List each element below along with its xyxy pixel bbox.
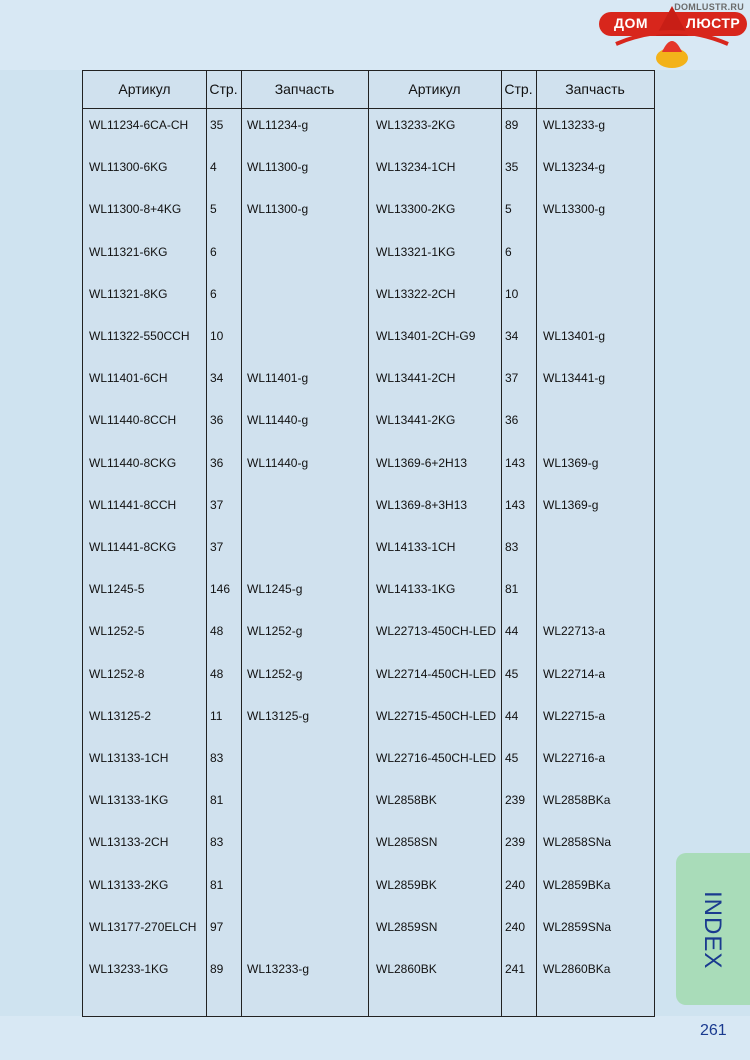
page-cell: 143 — [505, 497, 526, 512]
article-cell: WL1369-8+3H13 — [376, 497, 468, 512]
header-divider — [83, 108, 654, 109]
article-cell: WL11440-8CCH — [89, 413, 177, 428]
page-cell: 35 — [505, 160, 519, 175]
page-cell: 89 — [210, 962, 224, 976]
page-cell: 239 — [505, 835, 526, 850]
spare-part-cell: WL11401-g — [247, 371, 309, 386]
page-cell: 241 — [505, 962, 526, 976]
article-cell: WL13177-270ELCH — [89, 919, 197, 934]
page-cell: 4 — [210, 160, 217, 175]
spare-part-cell: WL11234-g — [247, 118, 309, 132]
spare-part-cell: WL22715-a — [543, 708, 606, 723]
spare-part-cell: WL11440-g — [247, 455, 309, 470]
column-divider — [368, 71, 369, 1016]
page-cell: 10 — [505, 286, 519, 301]
page-cell: 5 — [505, 202, 512, 217]
page-cell: 34 — [210, 371, 224, 386]
spare-part-cell: WL2858BKa — [543, 793, 611, 808]
spare-part-cell: WL13300-g — [543, 202, 606, 217]
article-cell: WL11321-6KG — [89, 244, 168, 259]
page-cell: 34 — [505, 329, 519, 343]
spare-part-cell: WL13125-g — [247, 708, 310, 723]
article-cell: WL13133-1KG — [89, 793, 169, 808]
logo-word-left: ДОМ — [614, 15, 649, 31]
logo-url: DOMLUSTR.RU — [674, 2, 744, 12]
page-cell: 5 — [210, 202, 217, 217]
article-cell: WL22715-450CH-LED — [376, 708, 497, 723]
page-cell: 83 — [210, 835, 224, 850]
page-cell: 81 — [505, 582, 519, 597]
index-table — [82, 70, 655, 1017]
article-cell: WL13133-2KG — [89, 877, 169, 892]
spare-part-cell: WL1252-g — [247, 666, 303, 681]
article-cell: WL22716-450CH-LED — [376, 751, 497, 765]
article-cell: WL13300-2KG — [376, 202, 456, 217]
spare-part-cell: WL13441-g — [543, 371, 606, 386]
spare-part-cell: WL2859SNa — [543, 919, 612, 934]
article-cell: WL13441-2KG — [376, 413, 456, 428]
article-cell: WL1245-5 — [89, 582, 145, 597]
spare-part-cell: WL2858SNa — [543, 835, 612, 850]
page-cell: 81 — [210, 877, 224, 892]
article-cell: WL13233-2KG — [376, 118, 456, 132]
spare-part-cell: WL2859BKa — [543, 877, 611, 892]
index-tab-label: INDEX — [699, 890, 726, 970]
article-cell: WL1369-6+2H13 — [376, 455, 468, 470]
spare-part-cell: WL11440-g — [247, 413, 309, 428]
spare-part-cell: WL13234-g — [543, 160, 606, 175]
page-cell: 143 — [505, 455, 526, 470]
article-cell: WL13322-2CH — [376, 286, 456, 301]
header-part-2: Запчасть — [565, 81, 625, 97]
article-cell: WL13125-2 — [89, 708, 152, 723]
page-cell: 37 — [210, 497, 224, 512]
page-number: 261 — [700, 1022, 727, 1039]
header-page-1: Стр. — [209, 81, 238, 97]
page-cell: 36 — [210, 413, 224, 428]
column-divider — [501, 71, 502, 1016]
column-divider — [241, 71, 242, 1016]
article-cell: WL2860BK — [376, 962, 437, 976]
page-cell: 44 — [505, 708, 519, 723]
page-cell: 89 — [505, 118, 519, 132]
article-cell: WL13441-2CH — [376, 371, 456, 386]
article-cell: WL2859SN — [376, 919, 438, 934]
page-cell: 83 — [505, 540, 519, 554]
header-page-2: Стр. — [504, 81, 533, 97]
page-cell: 37 — [210, 540, 224, 554]
page-cell: 6 — [210, 286, 217, 301]
article-cell: WL13133-2CH — [89, 835, 169, 850]
article-cell: WL11300-6KG — [89, 160, 168, 175]
spare-part-cell: WL11300-g — [247, 202, 309, 217]
header-article-1: Артикул — [118, 81, 171, 97]
article-cell: WL22713-450CH-LED — [376, 624, 497, 639]
page-cell: 81 — [210, 793, 224, 808]
page-cell: 35 — [210, 118, 224, 132]
spare-part-cell: WL13233-g — [247, 962, 310, 976]
page-cell: 45 — [505, 666, 519, 681]
spare-part-cell: WL11300-g — [247, 160, 309, 175]
page-cell: 45 — [505, 751, 519, 765]
column-divider — [206, 71, 207, 1016]
page-cell: 44 — [505, 624, 519, 639]
spare-part-cell: WL1369-g — [543, 497, 599, 512]
article-cell: WL22714-450CH-LED — [376, 666, 497, 681]
page-cell: 36 — [210, 455, 224, 470]
page-cell: 6 — [505, 244, 512, 259]
page-cell: 97 — [210, 919, 224, 934]
header-article-2: Артикул — [408, 81, 461, 97]
bottom-band — [0, 1016, 750, 1060]
article-cell: WL13321-1KG — [376, 244, 456, 259]
spare-part-cell: WL22713-a — [543, 624, 606, 639]
article-cell: WL13401-2CH-G9 — [376, 329, 476, 343]
article-cell: WL11441-8CCH — [89, 497, 177, 512]
spare-part-cell: WL2860BKa — [543, 962, 611, 976]
article-cell: WL1252-8 — [89, 666, 145, 681]
logo-word-right: ЛЮСТР — [686, 15, 741, 31]
page-cell: 146 — [210, 582, 231, 597]
article-cell: WL11401-6CH — [89, 371, 168, 386]
article-cell: WL11234-6CA-CH — [89, 118, 189, 132]
article-cell: WL1252-5 — [89, 624, 145, 639]
page-cell: 240 — [505, 919, 526, 934]
brand-logo[interactable] — [596, 0, 750, 72]
page-cell: 6 — [210, 244, 217, 259]
article-cell: WL2858SN — [376, 835, 438, 850]
page-cell: 239 — [505, 793, 526, 808]
spare-part-cell: WL1252-g — [247, 624, 303, 639]
page-cell: 10 — [210, 329, 224, 343]
article-cell: WL2858BK — [376, 793, 437, 808]
page-cell: 48 — [210, 624, 224, 639]
article-cell: WL11322-550CCH — [89, 329, 190, 343]
page-cell: 48 — [210, 666, 224, 681]
page-cell: 11 — [210, 708, 223, 723]
spare-part-cell: WL13233-g — [543, 118, 606, 132]
article-cell: WL13233-1KG — [89, 962, 169, 976]
article-cell: WL14133-1KG — [376, 582, 456, 597]
article-cell: WL11300-8+4KG — [89, 202, 182, 217]
article-cell: WL11440-8CKG — [89, 455, 177, 470]
spare-part-cell: WL22716-a — [543, 751, 606, 765]
spare-part-cell: WL22714-a — [543, 666, 606, 681]
spare-part-cell: WL1245-g — [247, 582, 303, 597]
spare-part-cell: WL1369-g — [543, 455, 599, 470]
page-cell: 240 — [505, 877, 526, 892]
spare-part-cell: WL13401-g — [543, 329, 606, 343]
article-cell: WL13133-1CH — [89, 751, 169, 765]
article-cell: WL2859BK — [376, 877, 437, 892]
article-cell: WL14133-1CH — [376, 540, 456, 554]
column-divider — [536, 71, 537, 1016]
article-cell: WL13234-1CH — [376, 160, 456, 175]
header-part-1: Запчасть — [274, 81, 335, 97]
page-cell: 36 — [505, 413, 519, 428]
page-cell: 83 — [210, 751, 224, 765]
page-cell: 37 — [505, 371, 519, 386]
article-cell: WL11441-8CKG — [89, 540, 177, 554]
article-cell: WL11321-8KG — [89, 286, 168, 301]
